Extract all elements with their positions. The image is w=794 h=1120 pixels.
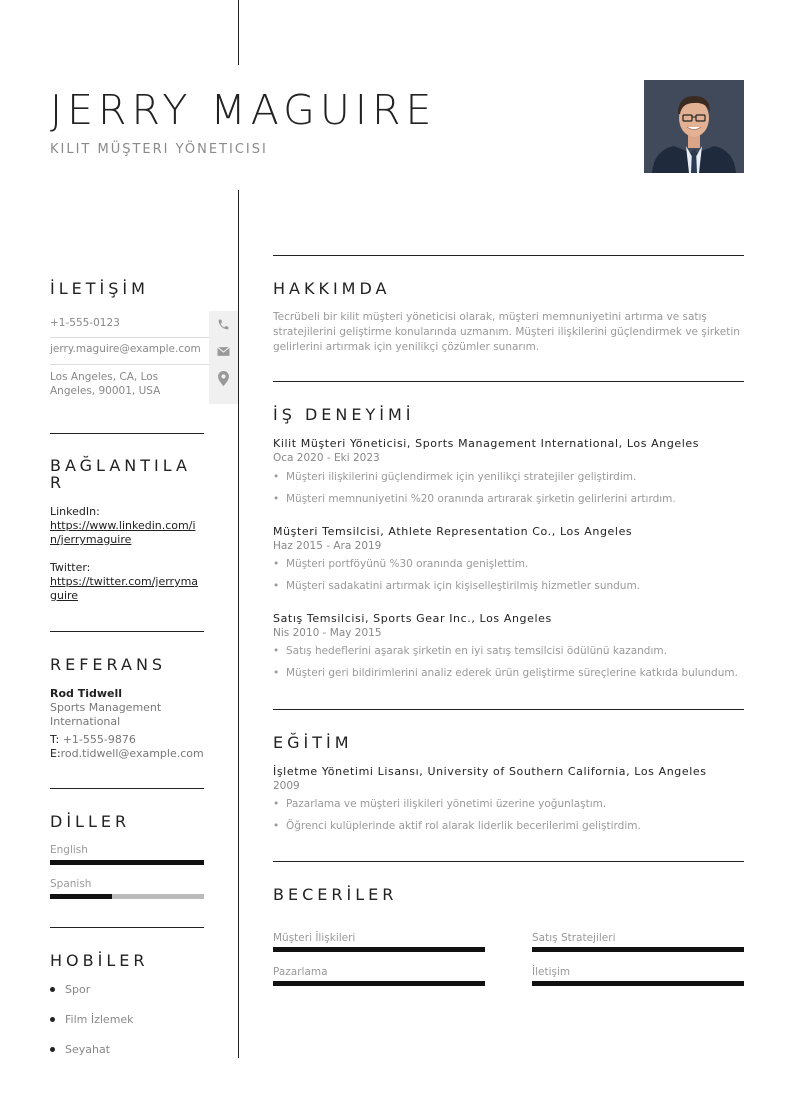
location-pin-icon	[209, 365, 238, 391]
profile-photo	[644, 80, 744, 173]
column-vertical-divider	[238, 190, 239, 1058]
language-name: Spanish	[50, 878, 92, 890]
languages-heading: DİLLER	[50, 812, 131, 831]
candidate-name: JERRY MAGUIRE	[50, 86, 437, 134]
job-title: Kilit Müşteri Yöneticisi, Sports Management International, Los Angeles	[273, 437, 700, 450]
job-bullet: • Satış hedeflerini aşarak şirketin en iyi satış temsilcisi ödülünü kazandım.	[273, 645, 667, 657]
reference-name: Rod Tidwell	[50, 687, 123, 700]
job-bullet: • Müşteri sadakatini artırmak için kişiselleştirilmiş hizmetler sundum.	[273, 580, 641, 592]
contact-icon-column	[209, 311, 238, 404]
skill-bar	[273, 947, 485, 952]
language-level-bar	[50, 860, 204, 865]
bullet-icon	[50, 1047, 55, 1052]
top-vertical-divider	[238, 0, 239, 65]
twitter-label: Twitter:	[50, 561, 91, 574]
section-rule	[273, 709, 744, 710]
section-rule	[50, 631, 204, 632]
reference-email: E:rod.tidwell@example.com	[50, 747, 204, 760]
language-name: English	[50, 844, 88, 856]
job-date: Nis 2010 - May 2015	[273, 627, 382, 639]
skill-label: Müşteri İlişkileri	[273, 932, 356, 944]
divider	[50, 364, 210, 365]
skill-bar	[273, 981, 485, 986]
job-title: Müşteri Temsilcisi, Athlete Representation Co., Los Angeles	[273, 525, 633, 538]
links-heading: BAĞLANTILA R	[50, 456, 191, 492]
job-bullet: • Müşteri geri bildirimlerini analiz ederek ürün geliştirme süreçlerine katkıda bulundum.	[273, 667, 738, 679]
education-bullet: • Öğrenci kulüplerinde aktif rol alarak liderlik becerilerimi geliştirdim.	[273, 820, 641, 832]
job-date: Oca 2020 - Eki 2023	[273, 452, 380, 464]
job-date: Haz 2015 - Ara 2019	[273, 540, 382, 552]
section-rule	[50, 433, 204, 434]
mail-icon	[209, 338, 238, 364]
education-title: İşletme Yönetimi Lisansı, University of Southern California, Los Angeles	[273, 765, 707, 778]
linkedin-link[interactable]: https://www.linkedin.com/in/jerrymaguire	[50, 519, 196, 546]
section-rule	[50, 927, 204, 928]
education-bullet: • Pazarlama ve müşteri ilişkileri yönetimi üzerine yoğunlaştım.	[273, 798, 607, 810]
about-text: Tecrübeli bir kilit müşteri yöneticisi olarak, müşteri memnuniyetini artırma ve satış stratejilerini geliştirme konularında uzmanım. Müşteri ilişkilerini güçlendirmek ve şirketin gelirlerini artırmak için yenilikçi çözümler sunarım.	[273, 311, 740, 353]
skill-label: İletişim	[532, 966, 571, 978]
education-heading: EĞİTİM	[273, 733, 353, 752]
linkedin-label: LinkedIn:	[50, 505, 100, 518]
skill-label: Pazarlama	[273, 966, 328, 978]
contact-email: jerry.maguire@example.com	[50, 343, 201, 355]
reference-company: Sports Management International	[50, 701, 162, 728]
bullet-icon	[50, 987, 55, 992]
skill-bar	[532, 981, 744, 986]
experience-heading: İŞ DENEYİMİ	[273, 405, 415, 424]
job-title: Satış Temsilcisi, Sports Gear Inc., Los Angeles	[273, 612, 552, 625]
job-bullet: • Müşteri portföyünü %30 oranında genişlettim.	[273, 558, 529, 570]
hobbies-heading: HOBİLER	[50, 951, 149, 970]
hobby-item: Seyahat	[50, 1043, 110, 1056]
reference-phone: T: +1-555-9876	[50, 733, 136, 746]
twitter-link[interactable]: https://twitter.com/jerrymaguire	[50, 575, 199, 602]
section-rule	[50, 788, 204, 789]
language-level-bar	[50, 894, 204, 899]
skills-heading: BECERİLER	[273, 885, 398, 904]
about-heading: HAKKIMDA	[273, 279, 391, 298]
bullet-icon	[50, 1017, 55, 1022]
job-bullet: • Müşteri ilişkilerini güçlendirmek için yenilikçi stratejiler geliştirdim.	[273, 471, 637, 483]
section-rule	[273, 381, 744, 382]
skill-label: Satış Stratejileri	[532, 932, 616, 944]
hobby-item: Film İzlemek	[50, 1013, 134, 1026]
divider	[50, 337, 210, 338]
contact-heading: İLETİŞİM	[50, 279, 149, 298]
section-rule	[273, 861, 744, 862]
contact-phone: +1-555-0123	[50, 317, 120, 329]
references-heading: REFERANS	[50, 655, 167, 674]
education-year: 2009	[273, 780, 300, 792]
hobby-item: Spor	[50, 983, 90, 996]
language-level-fill	[50, 894, 112, 899]
candidate-role: KILIT MÜŞTERI YÖNETICISI	[50, 142, 268, 157]
phone-icon	[209, 311, 238, 337]
job-bullet: • Müşteri memnuniyetini %20 oranında artırarak şirketin gelirlerini artırdım.	[273, 493, 676, 505]
skill-bar	[532, 947, 744, 952]
contact-address: Los Angeles, CA, Los Angeles, 90001, USA	[50, 371, 161, 397]
language-level-fill	[50, 860, 204, 865]
section-rule	[273, 255, 744, 256]
